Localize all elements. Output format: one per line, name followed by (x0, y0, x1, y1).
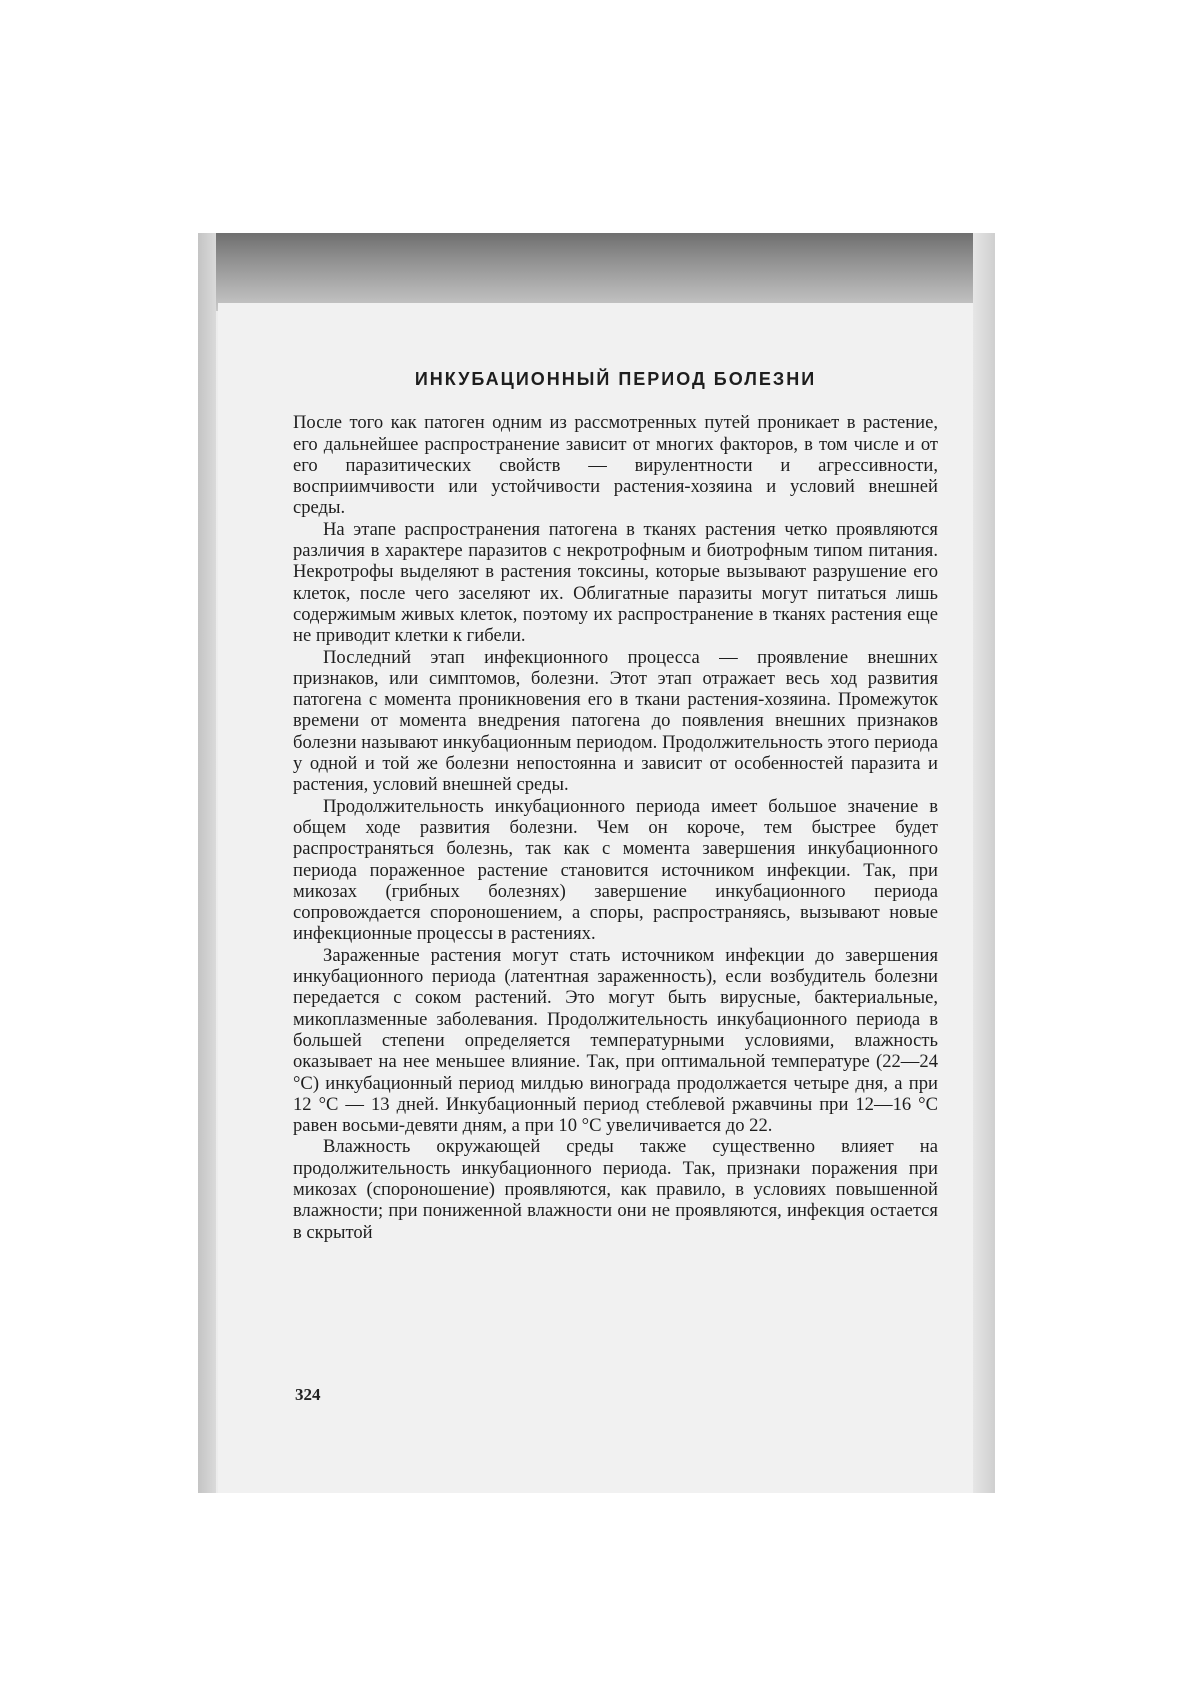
page-number: 324 (295, 1385, 321, 1404)
scan-left-edge (198, 233, 216, 1493)
page-text-block (293, 369, 938, 1243)
section-heading: ИНКУБАЦИОННЫЙ ПЕРИОД БОЛЕЗНИ (414, 369, 817, 389)
paragraph-1: После того как патоген одним из рассмотренных путей проникает в растение, его дальнейшее распространение зависит от многих факторов, в том числе и от его паразитических свойств — вирулентности и агрессивности, восприимчивости или устойчивости растения-хозяина и условий внешней среды. (293, 412, 938, 519)
paragraph-3: Последний этап инфекционного процесса — проявление внешних признаков, или симптомов, болезни. Этот этап отражает весь ход развития патогена с момента проникновения его в ткани растения-хозяина. Промежуток времени от момента внедрения патогена до появления внешних признаков болезни называют инкубационным периодом. Продолжительность этого периода у одной и той же болезни непостоянна и зависит от особенностей паразита и растения, условий внешней среды. (293, 646, 938, 796)
paragraph-2: На этапе распространения патогена в тканях растения четко проявляются различия в характере паразитов с некротрофным и биотрофным типом питания. Некротрофы выделяют в растения токсины, которые вызывают разрушение его клеток, после чего заселяют их. Облигатные паразиты могут питаться лишь содержимым живых клеток, поэтому их распространение в тканях растения еще не приводит клетки к гибели. (293, 518, 938, 647)
paragraph-6: Влажность окружающей среды также существенно влияет на продолжительность инкубационного периода. Так, признаки поражения при микозах (спороношение) проявляются, как правило, в условиях повышенной влажности; при пониженной влажности они не проявляются, инфекция остается в скрытой (293, 1136, 938, 1243)
scan-top-shadow (198, 233, 995, 311)
scan-right-edge (973, 233, 995, 1493)
paragraph-5: Зараженные растения могут стать источником инфекции до завершения инкубационного периода (латентная зараженность), если возбудитель болезни передается с соком растений. Это могут быть вирусные, бактериальные, микоплазменные заболевания. Продолжительность инкубационного периода в большей степени определяется температурными условиями, влажность оказывает на нее меньшее влияние. Так, при оптимальной температуре (22—24 °C) инкубационный период милдью винограда продолжается четыре дня, а при 12 °C — 13 дней. Инкубационный период стеблевой ржавчины при 12—16 °C равен восьми-девяти дням, а при 10 °C увеличивается до 22. (293, 944, 938, 1137)
paragraph-4: Продолжительность инкубационного периода имеет большое значение в общем ходе развития болезни. Чем он короче, тем быстрее будет распространяться болезнь, так как с момента завершения инкубационного периода пораженное растение становится источником инфекции. Так, при микозах (грибных болезнях) завершение инкубационного периода сопровождается спороношением, а споры, распространяясь, вызывают новые инфекционные процессы в растениях. (293, 795, 938, 945)
